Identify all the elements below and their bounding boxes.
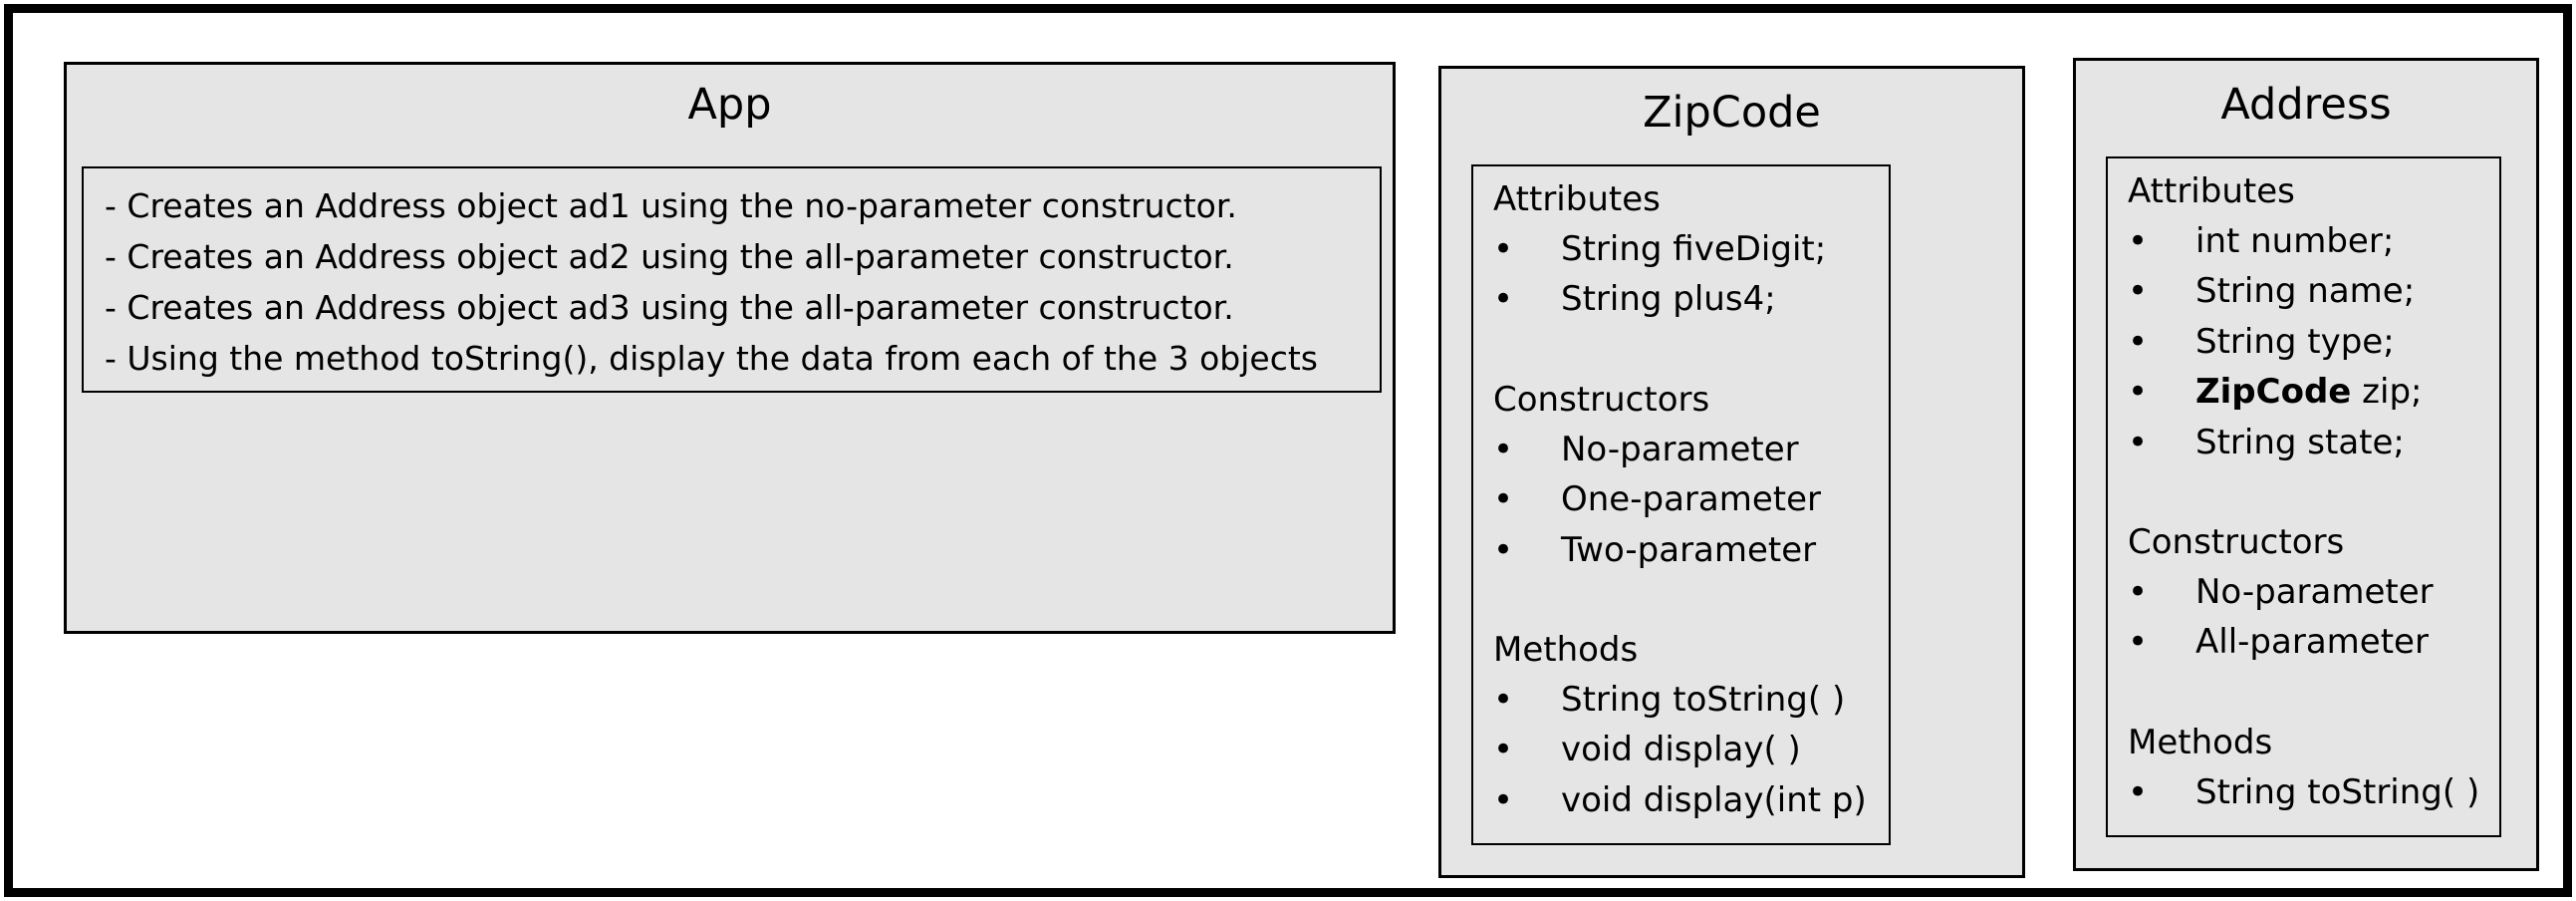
app-description-line: - Using the method toString(), display the data from each of the 3 objects [105, 339, 1318, 378]
address-class-title: Address [2220, 80, 2392, 130]
app-description-line: - Creates an Address object ad3 using the all-parameter constructor. [105, 288, 1234, 327]
address-members-box [2106, 156, 2501, 837]
address-constructors-section [2128, 517, 2499, 668]
zipcode-type-name: ZipCode [2195, 372, 2352, 413]
bullet-icon: • [2128, 771, 2149, 812]
app-description-box [82, 166, 1382, 393]
bullet-icon: • [2128, 622, 2149, 663]
section-title: Methods [2128, 722, 2273, 762]
bullet-icon: • [2128, 271, 2149, 312]
bullet-icon: • [2128, 372, 2149, 413]
zipcode-methods-section [1493, 625, 1889, 825]
bullet-icon: • [2128, 321, 2149, 362]
bullet-icon: • [1493, 529, 1514, 570]
bullet-icon: • [1493, 429, 1514, 469]
app-description-line: - Creates an Address object ad1 using the no-parameter constructor. [105, 186, 1237, 225]
zipcode-constructors-section [1493, 375, 1889, 575]
constructor-item: • No-parameter [2128, 567, 2499, 617]
bullet-icon: • [2128, 221, 2149, 261]
section-title: Constructors [1493, 379, 1710, 420]
constructor-item: • No-parameter [1493, 425, 1889, 474]
bullet-icon: • [1493, 779, 1514, 820]
bullet-icon: • [2128, 572, 2149, 613]
bullet-icon: • [1493, 680, 1514, 721]
zip-attribute-name: zip; [2351, 372, 2423, 413]
method-item: • void display( ) [1493, 725, 1889, 774]
bullet-icon: • [1493, 730, 1514, 770]
bullet-icon: • [2128, 422, 2149, 462]
method-item: • void display(int p) [1493, 775, 1889, 825]
app-description-line: - Creates an Address object ad2 using the all-parameter constructor. [105, 237, 1234, 276]
method-item: • String toString( ) [2128, 767, 2499, 817]
section-title: Methods [1493, 630, 1639, 671]
zipcode-attributes-section [1493, 174, 1889, 325]
bullet-icon: • [1493, 479, 1514, 520]
zipcode-class-box [1438, 66, 2025, 878]
constructor-item: • Two-parameter [1493, 525, 1889, 575]
attribute-item: • String type; [2128, 317, 2499, 367]
section-title: Attributes [2128, 171, 2295, 211]
attribute-item: • String name; [2128, 266, 2499, 316]
method-item: • String toString( ) [1493, 675, 1889, 725]
section-title: Constructors [2128, 522, 2345, 563]
address-methods-section [2128, 718, 2499, 817]
zipcode-members-box [1471, 164, 1891, 845]
attribute-item [2128, 367, 2499, 417]
section-title: Attributes [1493, 179, 1661, 219]
bullet-icon: • [1493, 229, 1514, 269]
diagram-frame [4, 4, 2572, 897]
app-class-title: App [687, 80, 772, 130]
app-class-box [64, 62, 1396, 634]
constructor-item: • All-parameter [2128, 617, 2499, 667]
bullet-icon: • [1493, 279, 1514, 320]
address-attributes-section [2128, 166, 2499, 467]
attribute-item: • String plus4; [1493, 274, 1889, 324]
zipcode-class-title: ZipCode [1643, 88, 1821, 138]
attribute-item: • String fiveDigit; [1493, 224, 1889, 274]
address-class-box [2073, 58, 2539, 871]
attribute-item: • int number; [2128, 216, 2499, 266]
attribute-item: • String state; [2128, 418, 2499, 467]
constructor-item: • One-parameter [1493, 474, 1889, 524]
